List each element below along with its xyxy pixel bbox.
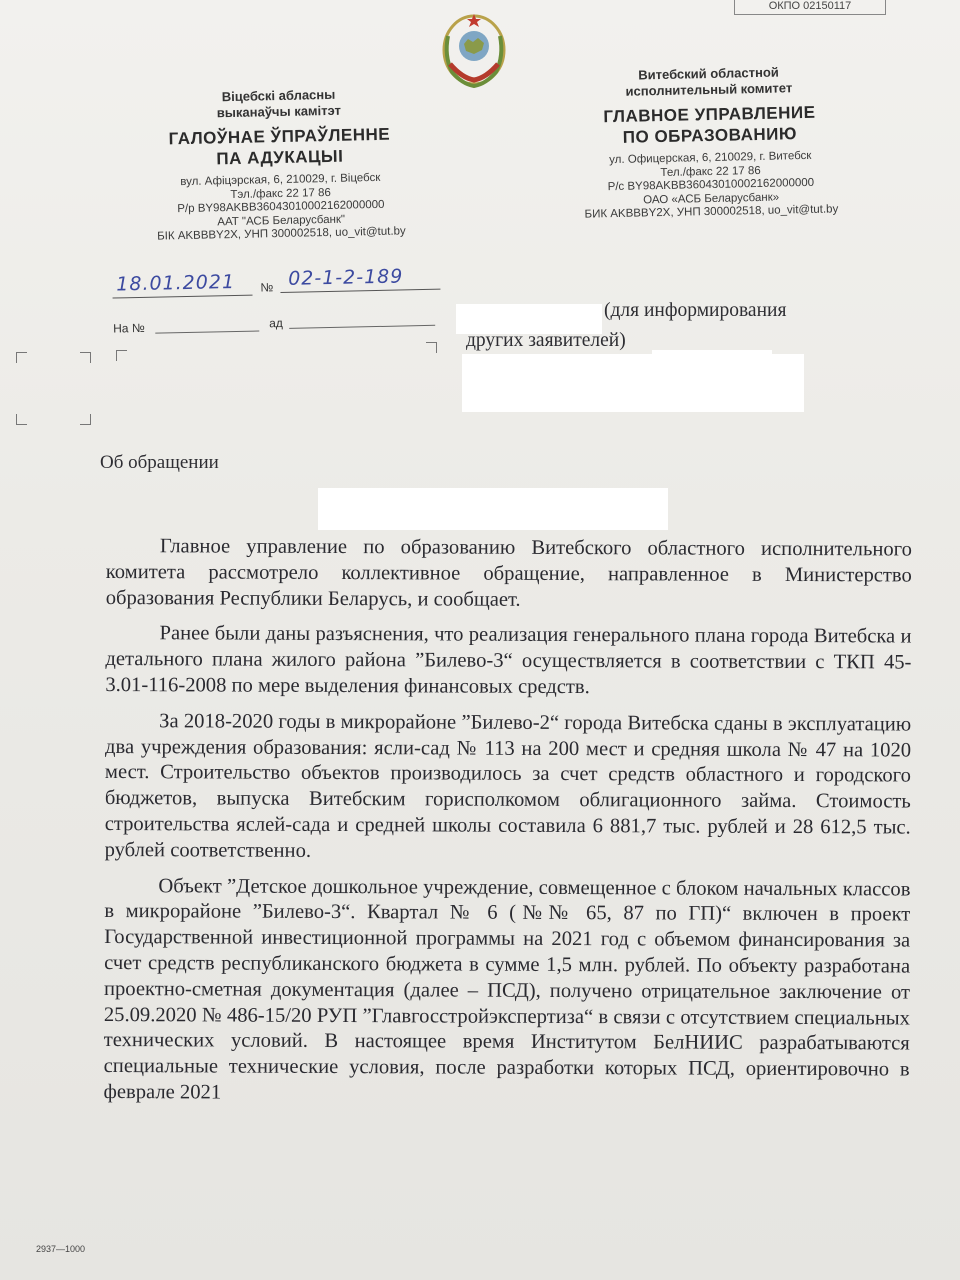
body-paragraph: За 2018-2020 годы в микрорайоне ”Билево-2“ города Витебска сданы в эксплуатацию два учреждения образования: ясли-сад № 113 на 200 мест и средняя школа № 47 на 1020 мест. Строительство объектов производилось за счет средств областного и городского бюджетов, выпуска Витебским горисполкомом облигационного займа. Стоимость строительства яслей-сада и средней школы составила 6 881,7 тыс. рублей и 28 612,5 тыс. рублей соответственно.: [104, 710, 912, 862]
redaction-box: [462, 354, 804, 412]
reply-number-underline: [155, 330, 259, 333]
registration-block: [112, 265, 452, 336]
org-name-line: выканаўчы камітэт: [216, 102, 342, 121]
department-name-line: ПА АДУКАЦЫІ: [216, 146, 344, 169]
date-underline: [113, 295, 253, 299]
org-name-line: исполнительный комитет: [625, 80, 793, 99]
state-emblem-icon: [438, 6, 510, 90]
account-line: Р/р BY98AKBB36043010002162000000: [177, 198, 385, 216]
address-corner-mark: [16, 414, 27, 425]
department-name-line: ПО ОБРАЗОВАНИЮ: [622, 124, 798, 147]
reply-to-label: На №: [113, 320, 145, 336]
addressee-corner-mark: [116, 350, 127, 361]
body-paragraph: Главное управление по образованию Витебского областного исполнительного комитета рассмотрело коллективное обращение, направленное в Министерство образования Республики Беларусь, и сообщает.: [105, 535, 912, 611]
number-label: №: [260, 280, 274, 295]
body-paragraph: Объект ”Детское дошкольное учреждение, совмещенное с блоком начальных классов в микрорайоне ”Билево-3“. Квартал № 6 (№№ 65, 87 по ГП)“ включен в проект Государственной инвестиционной программы на 2021 год с объемом финансирования за счет средств республиканского бюджета в сумме 1,5 млн. рублей. По объекту разработана проектно-сметная документация (далее – ПСД), получено отрицательное заключение от 25.09.2020 № 486-15/20 РУП ”Главгосстройэкспертиза“ в связи с отсутствием специальных технических условий. В настоящее время Институтом БелНИИС разрабатываются специальные технические условия, после разработки которых ПСД, ориентировочно в феврале 2021: [103, 874, 911, 1104]
reply-date-label: ад: [268, 315, 283, 331]
org-name-line: Витебский областной: [638, 64, 779, 83]
addressee-corner-mark: [426, 342, 437, 353]
bank-line: ОАО «АСБ Беларусбанк»: [643, 191, 780, 206]
bik-line: БИК AKBBBY2X, УНП 300002518, uo_vit@tut.by: [584, 203, 839, 221]
department-name-line: ГАЛОЎНАЕ ЎПРАЎЛЕННЕ: [168, 124, 391, 149]
address-line: ул. Офицерская, 6, 210029, г. Витебск: [609, 149, 812, 167]
letter-body: [104, 534, 912, 1109]
account-line: Р/с BY98AKBB36043010002162000000: [607, 176, 815, 194]
letter-subject: Об обращении: [100, 452, 219, 473]
okpo-code: ОКПО 02150117: [734, 0, 886, 15]
redaction-box: [318, 488, 668, 530]
address-corner-mark: [16, 352, 27, 363]
bank-line: ААТ "АСБ Беларусбанк": [217, 213, 346, 228]
address-corner-mark: [80, 414, 91, 425]
bik-line: БІК AKBBBY2X, УНП 300002518, uo_vit@tut.by: [157, 225, 406, 243]
registration-date: 18.01.2021: [116, 270, 236, 296]
address-corner-mark: [80, 352, 91, 363]
header-left-block: [108, 84, 451, 245]
org-name-line: Віцебскі абласны: [221, 86, 336, 105]
form-number: 2937—1000: [36, 1244, 86, 1254]
reply-date-underline: [289, 325, 435, 329]
addressee-line: других заявителей): [466, 330, 626, 351]
phone-line: Тел./факс 22 17 86: [660, 164, 761, 179]
department-name-line: ГЛАВНОЕ УПРАВЛЕНИЕ: [603, 102, 816, 127]
header-right-block: [538, 62, 881, 223]
body-paragraph: Ранее были даны разъяснения, что реализация генерального плана города Витебска и детального плана жилого района ”Билево-3“ осуществляется в соответствии с ТКП 45-3.01-116-2008 по мере выделения финансовых средств.: [105, 622, 912, 699]
registration-number: 02-1-2-189: [287, 265, 404, 290]
phone-line: Тэл./факс 22 17 86: [230, 186, 331, 201]
addressee-line: (для информирования: [604, 300, 787, 321]
address-line: вул. Афіцэрская, 6, 210029, г. Віцебск: [180, 171, 381, 189]
